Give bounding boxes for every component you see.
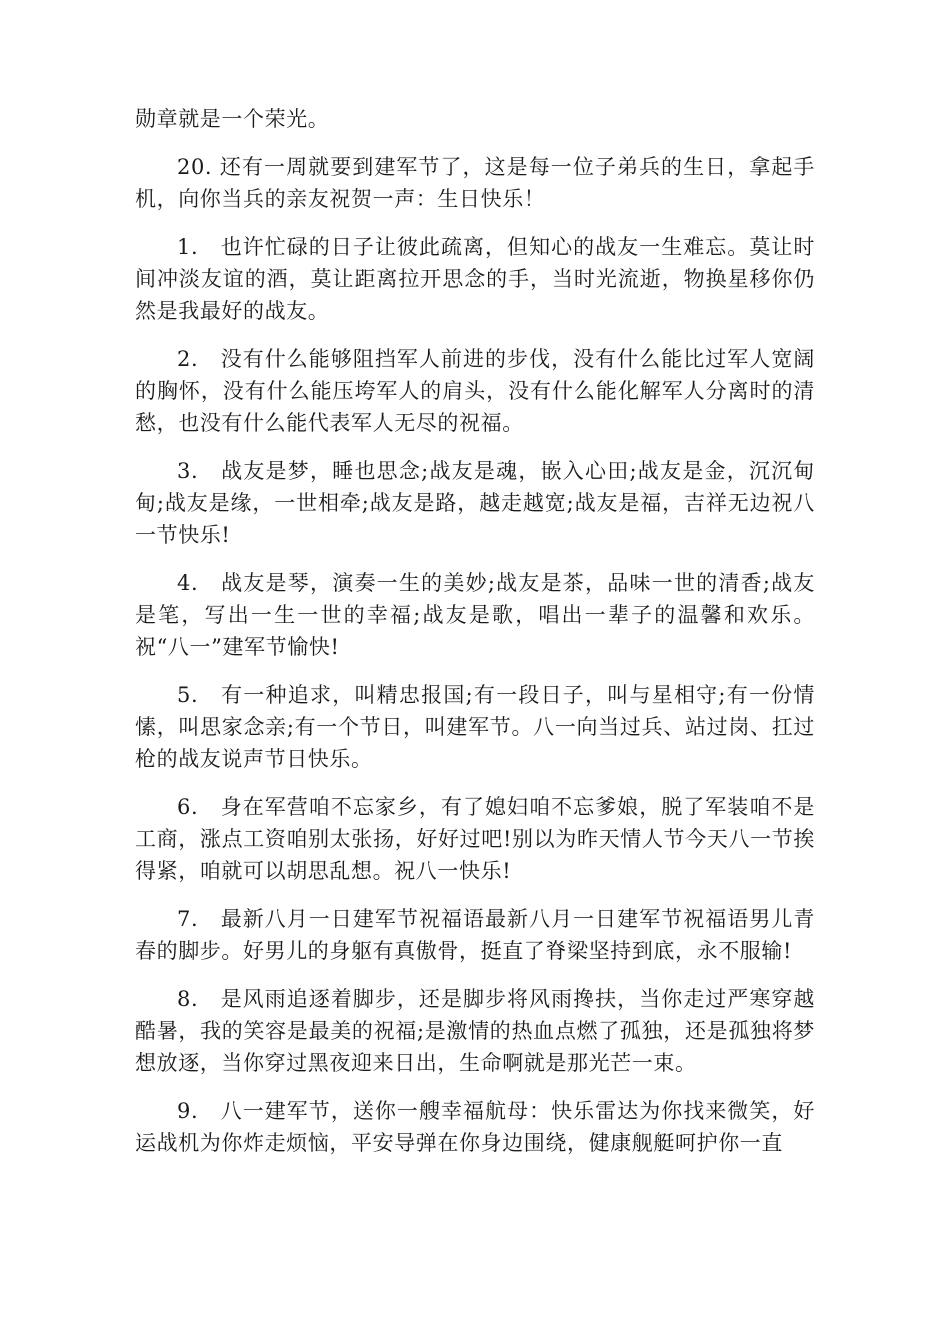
paragraph-1: 1. 也许忙碌的日子让彼此疏离，但知心的战友一生难忘。莫让时间冲淡友谊的酒，莫让距离拉开思念的手，当时光流逝，物换星移你仍然是我最好的战友。: [135, 235, 815, 323]
paragraph-continuation: 勋章就是一个荣光。: [135, 107, 330, 131]
paragraph-20: 20. 还有一周就要到建军节了，这是每一位子弟兵的生日，拿起手机，向你当兵的亲友祝贺一声：生日快乐！: [135, 155, 815, 211]
paragraph-9: 9. 八一建军节，送你一艘幸福航母：快乐雷达为你找来微笑，好运战机为你炸走烦恼，平安导弹在你身边围绕，健康舰艇呵护你一直: [135, 1099, 815, 1155]
paragraph-5: 5. 有一种追求，叫精忠报国;有一段日子，叫与星相守;有一份情愫，叫思家念亲;有一个节日，叫建军节。八一向当过兵、站过岗、扛过枪的战友说声节日快乐。: [135, 683, 815, 771]
paragraph-3: 3. 战友是梦，睡也思念;战友是魂，嵌入心田;战友是金，沉沉甸甸;战友是缘，一世相牵;战友是路，越走越宽;战友是福，吉祥无边祝八一节快乐!: [135, 459, 815, 547]
paragraph-4: 4. 战友是琴，演奏一生的美妙;战友是茶，品味一世的清香;战友是笔，写出一生一世的幸福;战友是歌，唱出一辈子的温馨和欢乐。祝“八一”建军节愉快!: [135, 571, 815, 659]
paragraph-2: 2. 没有什么能够阻挡军人前进的步伐，没有什么能比过军人宽阔的胸怀，没有什么能压垮军人的肩头，没有什么能化解军人分离时的清愁，也没有什么能代表军人无尽的祝福。: [135, 347, 815, 435]
paragraph-6: 6. 身在军营咱不忘家乡，有了媳妇咱不忘爹娘，脱了军装咱不是工商，涨点工资咱别太张扬，好好过吧!别以为昨天情人节今天八一节挨得紧，咱就可以胡思乱想。祝八一快乐!: [135, 795, 815, 883]
document-body: [135, 103, 815, 1175]
paragraph-7: 7. 最新八月一日建军节祝福语最新八月一日建军节祝福语男儿青春的脚步。好男儿的身躯有真傲骨，挺直了脊梁坚持到底，永不服输!: [135, 907, 815, 963]
paragraph-8: 8. 是风雨追逐着脚步，还是脚步将风雨搀扶，当你走过严寒穿越酷暑，我的笑容是最美的祝福;是激情的热血点燃了孤独，还是孤独将梦想放逐，当你穿过黑夜迎来日出，生命啊就是那光芒一束。: [135, 987, 815, 1075]
